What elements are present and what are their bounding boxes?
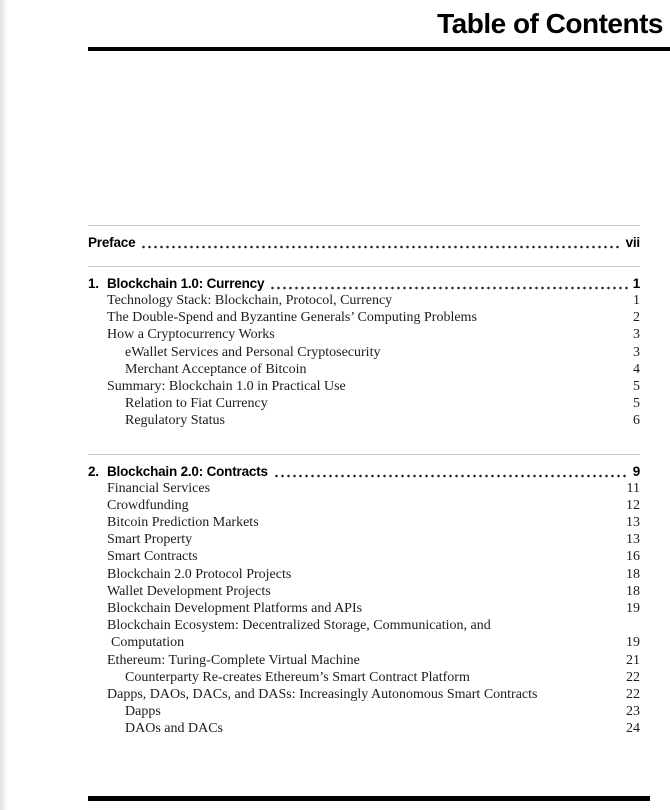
entry-page-number: 12 bbox=[626, 497, 640, 513]
entry-title: eWallet Services and Personal Cryptosecurity bbox=[125, 344, 381, 360]
toc-entry bbox=[88, 617, 640, 634]
entry-page-number: 18 bbox=[626, 566, 640, 582]
toc-entry bbox=[88, 412, 640, 429]
toc-section bbox=[88, 454, 640, 738]
dot-leader bbox=[271, 286, 628, 290]
entry-title: Blockchain Development Platforms and APIs bbox=[107, 601, 363, 617]
entry-page-number: 1 bbox=[633, 293, 640, 308]
toc-entry bbox=[88, 600, 640, 617]
entry-page-number: 24 bbox=[626, 721, 640, 737]
entry-title: Blockchain Ecosystem: Decentralized Storage, Communication, and bbox=[107, 618, 491, 634]
entry-title: DAOs and DACs bbox=[125, 721, 223, 737]
entry-page-number: 5 bbox=[633, 396, 640, 412]
entry-page-number: 19 bbox=[626, 601, 640, 617]
entry-title: Ethereum: Turing-Complete Virtual Machine bbox=[107, 652, 360, 668]
chapter-number: 1. bbox=[88, 276, 99, 291]
chapter-heading bbox=[88, 463, 640, 480]
entry-page-number: 4 bbox=[633, 361, 640, 377]
toc-section bbox=[88, 266, 640, 430]
chapter-number: 2. bbox=[88, 463, 99, 479]
entry-title: How a Cryptocurrency Works bbox=[107, 327, 275, 343]
entry-title: Technology Stack: Blockchain, Protocol, Currency bbox=[107, 293, 393, 308]
toc-entry bbox=[88, 326, 640, 343]
toc-entry bbox=[88, 686, 640, 703]
entry-title: Blockchain 2.0 Protocol Projects bbox=[107, 566, 292, 582]
toc-section bbox=[88, 225, 640, 251]
toc-entry bbox=[88, 309, 640, 326]
entry-page-number: 18 bbox=[626, 583, 640, 599]
toc-entry bbox=[88, 652, 640, 669]
toc-entry bbox=[88, 548, 640, 565]
entry-page-number: 21 bbox=[626, 652, 640, 668]
chapter-title: Blockchain 1.0: Currency bbox=[107, 276, 265, 291]
entry-title: Counterparty Re-creates Ethereum’s Smart Contract Platform bbox=[125, 669, 470, 685]
chapter-page-number: vii bbox=[625, 235, 640, 250]
entry-page-number: 22 bbox=[626, 669, 640, 685]
chapter-title: Blockchain 2.0: Contracts bbox=[107, 463, 268, 479]
entry-title: Bitcoin Prediction Markets bbox=[107, 515, 259, 531]
section-divider bbox=[88, 454, 640, 455]
toc-entry bbox=[88, 395, 640, 412]
toc-entry bbox=[88, 583, 640, 600]
entry-page-number: 3 bbox=[633, 344, 640, 360]
page-title: Table of Contents bbox=[437, 8, 663, 39]
dot-leader bbox=[142, 245, 621, 249]
entry-title: Financial Services bbox=[107, 480, 211, 496]
entry-title: Crowdfunding bbox=[107, 497, 189, 513]
entry-page-number: 19 bbox=[626, 635, 640, 651]
entry-title: Relation to Fiat Currency bbox=[125, 396, 268, 412]
dot-leader bbox=[275, 474, 629, 478]
entry-title: Dapps bbox=[125, 704, 161, 720]
entry-title: Smart Contracts bbox=[107, 549, 198, 565]
toc-list bbox=[88, 225, 640, 762]
toc-entry bbox=[88, 531, 640, 548]
section-divider bbox=[88, 266, 640, 267]
page-header bbox=[88, 0, 670, 51]
toc-entry bbox=[88, 344, 640, 361]
toc-entry bbox=[88, 480, 640, 497]
chapter-title: Preface bbox=[88, 235, 136, 250]
entry-page-number: 3 bbox=[633, 327, 640, 343]
entry-page-number: 13 bbox=[626, 515, 640, 531]
page-edge-shadow bbox=[0, 0, 7, 810]
entry-page-number: 11 bbox=[626, 480, 640, 496]
toc-entry bbox=[88, 703, 640, 720]
toc-entry bbox=[88, 634, 640, 651]
entry-title: Computation bbox=[111, 635, 185, 651]
toc-entry bbox=[88, 497, 640, 514]
entry-title: Dapps, DAOs, DACs, and DASs: Increasingly Autonomous Smart Contracts bbox=[107, 687, 538, 703]
entry-title: Smart Property bbox=[107, 532, 193, 548]
entry-page-number: 2 bbox=[633, 310, 640, 326]
entry-page-number: 16 bbox=[626, 549, 640, 565]
toc-entry bbox=[88, 514, 640, 531]
entry-page-number: 5 bbox=[633, 379, 640, 395]
chapter-page-number: 1 bbox=[632, 276, 640, 291]
chapter-page-number: 9 bbox=[632, 463, 640, 479]
toc-entry bbox=[88, 378, 640, 395]
entry-page-number: 23 bbox=[626, 704, 640, 720]
entry-page-number: 22 bbox=[626, 687, 640, 703]
chapter-heading bbox=[88, 275, 640, 292]
toc-entry bbox=[88, 669, 640, 686]
toc-entry bbox=[88, 292, 640, 309]
entry-title: Summary: Blockchain 1.0 in Practical Use bbox=[107, 379, 346, 395]
chapter-heading bbox=[88, 234, 640, 251]
toc-entry bbox=[88, 566, 640, 583]
section-divider bbox=[88, 225, 640, 226]
toc-entry bbox=[88, 720, 640, 737]
entry-title: Merchant Acceptance of Bitcoin bbox=[125, 361, 307, 377]
entry-page-number: 13 bbox=[626, 532, 640, 548]
entry-title: Wallet Development Projects bbox=[107, 583, 271, 599]
entry-title: The Double-Spend and Byzantine Generals’ Computing Problems bbox=[107, 310, 477, 326]
entry-title: Regulatory Status bbox=[125, 413, 225, 429]
toc-entry bbox=[88, 361, 640, 378]
entry-page-number: 6 bbox=[633, 413, 640, 429]
footer-rule bbox=[88, 796, 650, 801]
